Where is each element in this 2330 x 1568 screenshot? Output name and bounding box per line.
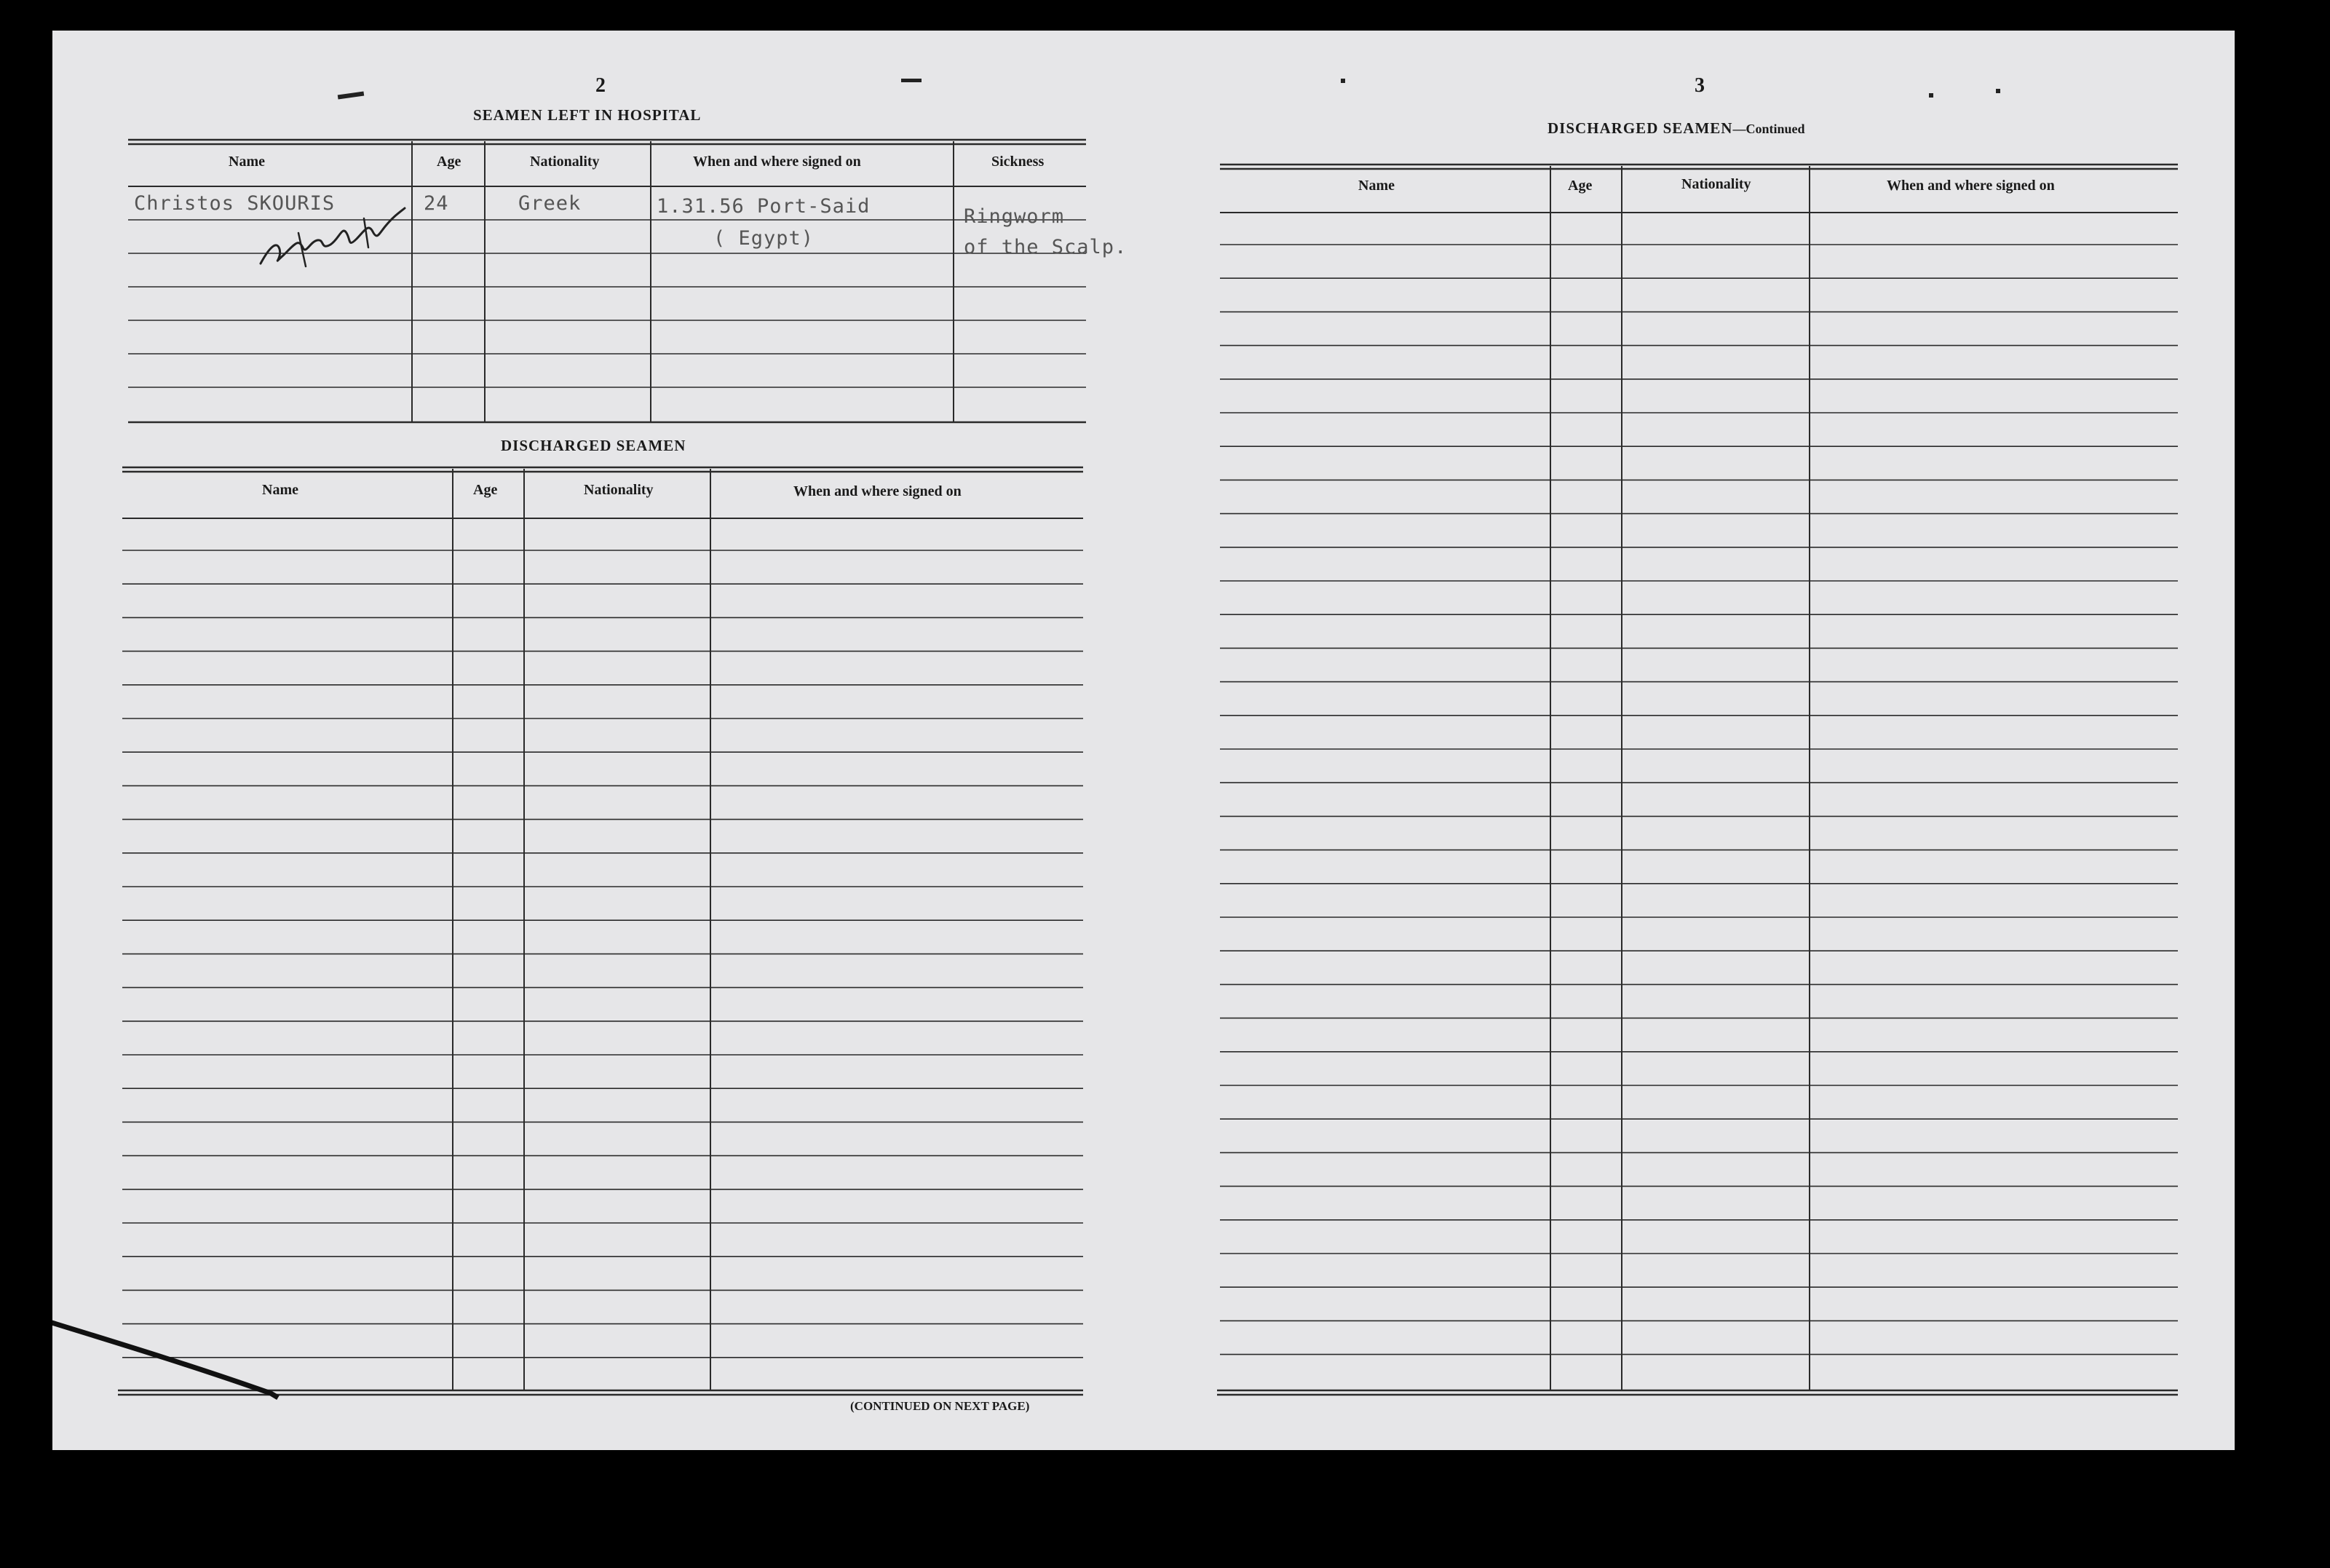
right-col-name: Name xyxy=(1358,178,1395,194)
ink-mark xyxy=(1929,93,1933,98)
paper-crease xyxy=(52,1322,278,1398)
ink-mark xyxy=(1996,89,2000,93)
hospital-col-age: Age xyxy=(437,154,461,170)
hospital-col-signed-on: When and where signed on xyxy=(693,154,861,170)
right-col-signed-on: When and where signed on xyxy=(1887,178,2055,194)
discharged-col-nationality: Nationality xyxy=(584,482,654,498)
right-col-nationality: Nationality xyxy=(1681,176,1751,192)
hospital-entry-nationality: Greek xyxy=(518,192,582,215)
hospital-entry-signed-on-line2: ( Egypt) xyxy=(713,227,815,250)
discharged-col-age: Age xyxy=(473,482,498,498)
page-number-left: 2 xyxy=(595,74,606,97)
continued-note: (CONTINUED ON NEXT PAGE) xyxy=(850,1399,1030,1413)
right-section-title xyxy=(1548,119,1804,138)
right-section-title-suffix: —Continued xyxy=(1732,122,1805,136)
hospital-section-title: SEAMEN LEFT IN HOSPITAL xyxy=(473,106,702,124)
hospital-entry-sickness-line2: of the Scalp. xyxy=(964,236,1128,258)
discharged-col-name: Name xyxy=(262,482,298,498)
handwritten-signature xyxy=(255,197,422,277)
right-col-age: Age xyxy=(1568,178,1593,194)
discharged-col-signed-on: When and where signed on xyxy=(793,483,962,499)
hospital-col-sickness: Sickness xyxy=(991,154,1045,170)
ink-mark xyxy=(901,79,922,82)
discharged-section-title: DISCHARGED SEAMEN xyxy=(501,437,686,454)
hospital-col-name: Name xyxy=(229,154,265,170)
document-sheet xyxy=(52,31,2235,1450)
hospital-entry-sickness-line1: Ringworm xyxy=(964,205,1065,228)
hospital-entry-age: 24 xyxy=(424,192,449,215)
hospital-col-nationality: Nationality xyxy=(530,154,600,170)
ink-mark xyxy=(1341,79,1345,83)
page-number-right: 3 xyxy=(1695,74,1705,97)
hospital-entry-name: Christos SKOURIS xyxy=(134,192,336,215)
right-section-title-main: DISCHARGED SEAMEN xyxy=(1548,119,1733,137)
hospital-entry-signed-on-line1: 1.31.56 Port-Said xyxy=(657,195,871,218)
